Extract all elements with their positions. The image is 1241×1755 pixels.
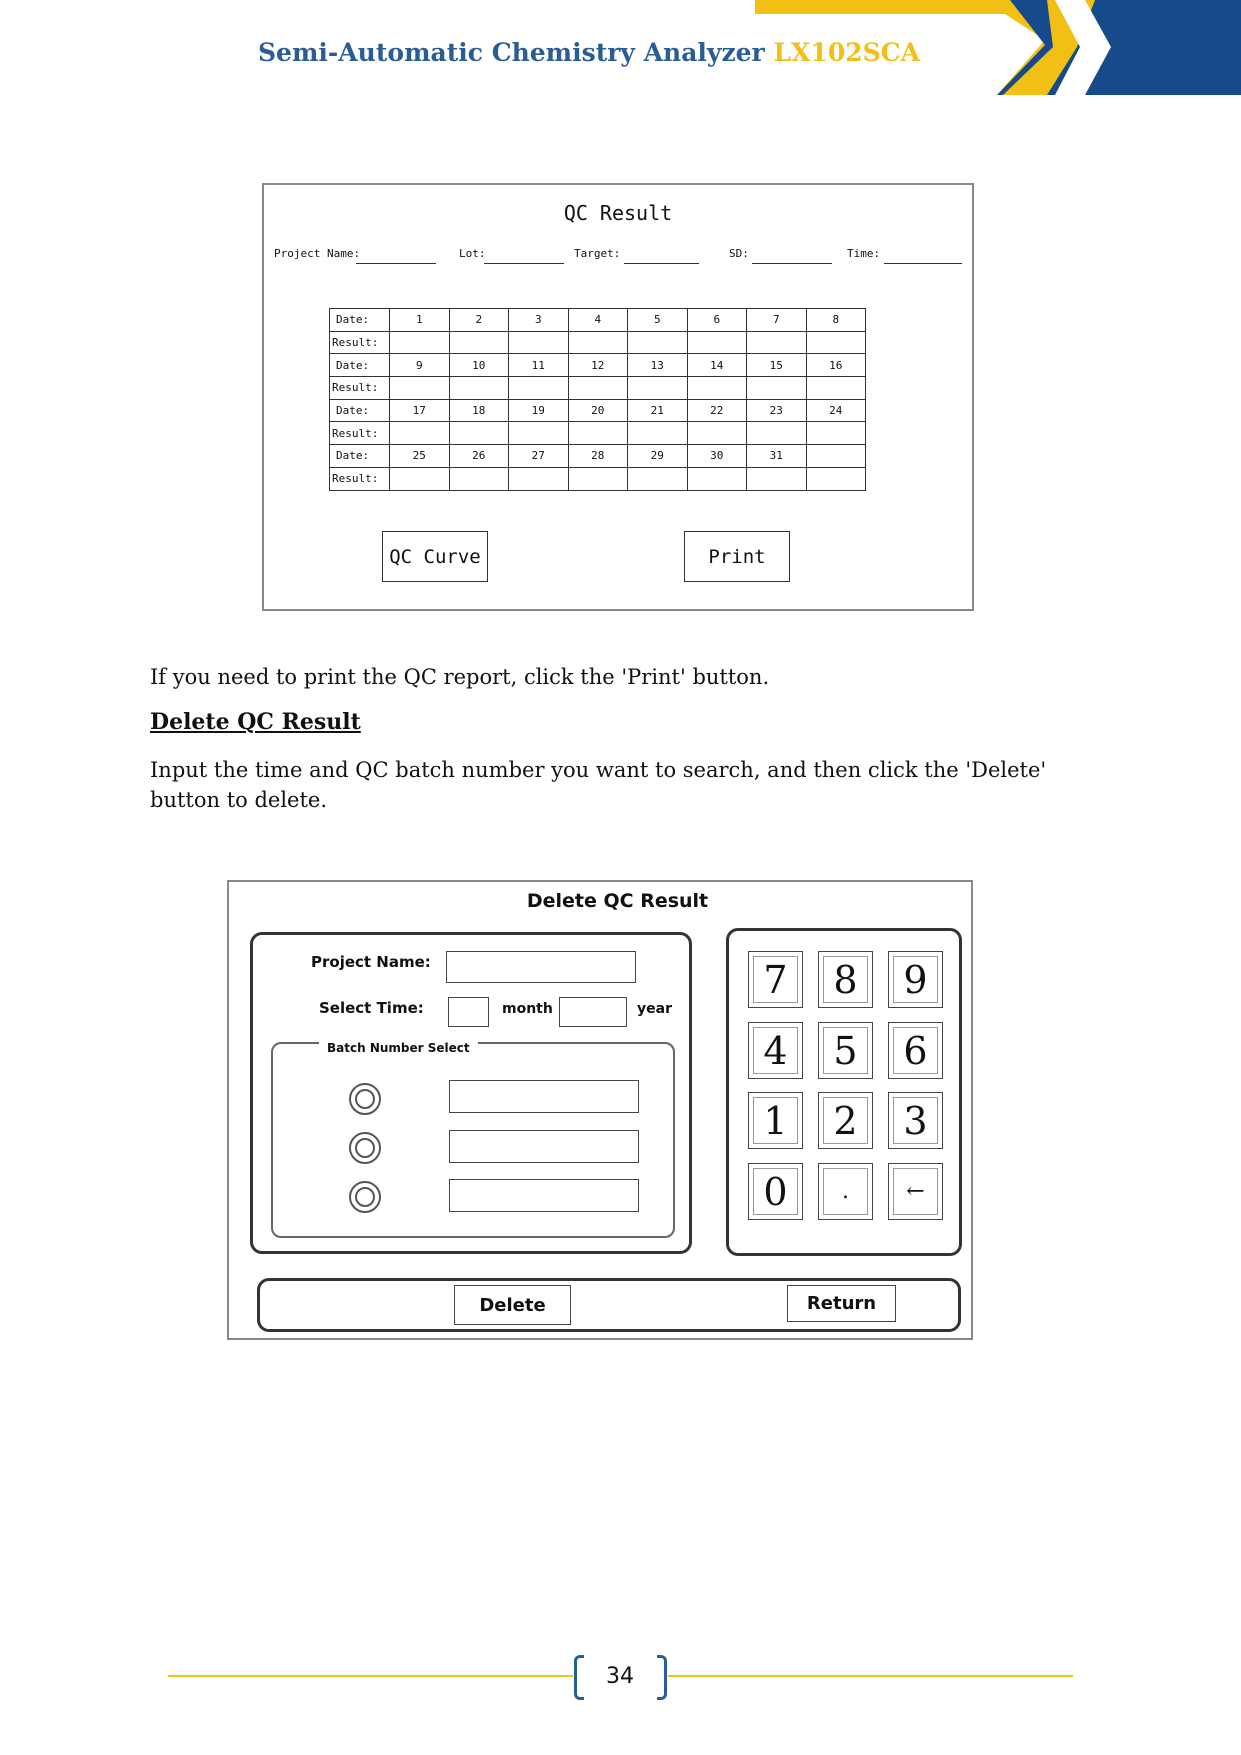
result-cell bbox=[687, 331, 747, 354]
result-cell bbox=[628, 377, 688, 400]
date-cell: 31 bbox=[747, 445, 807, 468]
result-cell bbox=[687, 467, 747, 490]
project-name-input[interactable] bbox=[446, 951, 636, 983]
date-row-label: Date: bbox=[330, 399, 390, 422]
target-line[interactable] bbox=[624, 263, 699, 264]
result-cell bbox=[568, 422, 628, 445]
project-name-line[interactable] bbox=[356, 263, 436, 264]
date-cell: 4 bbox=[568, 309, 628, 332]
qc-result-title: QC Result bbox=[563, 201, 673, 225]
print-button[interactable]: Print bbox=[684, 531, 790, 582]
lot-line[interactable] bbox=[484, 263, 564, 264]
key-9[interactable]: 9 bbox=[888, 951, 943, 1008]
date-cell: 5 bbox=[628, 309, 688, 332]
date-row-label: Date: bbox=[330, 354, 390, 377]
date-cell: 22 bbox=[687, 399, 747, 422]
key-8[interactable]: 8 bbox=[818, 951, 873, 1008]
date-cell: 30 bbox=[687, 445, 747, 468]
project-name-label: Project Name: bbox=[311, 953, 431, 971]
date-row bbox=[330, 399, 866, 422]
delete-instruction: Input the time and QC batch number you want to search, and then click the 'Delete' button to delete. bbox=[150, 758, 1047, 812]
result-cell bbox=[628, 422, 688, 445]
qc-curve-button[interactable]: QC Curve bbox=[382, 531, 488, 582]
date-cell: 2 bbox=[449, 309, 509, 332]
result-cell bbox=[747, 331, 807, 354]
batch-input-2[interactable] bbox=[449, 1130, 639, 1163]
key-5[interactable]: 5 bbox=[818, 1022, 873, 1079]
date-cell: 13 bbox=[628, 354, 688, 377]
result-cell bbox=[747, 467, 807, 490]
result-cell bbox=[509, 331, 569, 354]
result-cell bbox=[449, 331, 509, 354]
delete-qc-screen bbox=[227, 880, 973, 1340]
date-cell: 24 bbox=[806, 399, 866, 422]
project-name-label: Project Name: bbox=[274, 247, 361, 260]
date-row bbox=[330, 354, 866, 377]
date-cell: 23 bbox=[747, 399, 807, 422]
date-cell: 29 bbox=[628, 445, 688, 468]
result-row bbox=[330, 422, 866, 445]
year-input[interactable] bbox=[559, 997, 627, 1027]
result-cell bbox=[806, 467, 866, 490]
qc-result-screen bbox=[262, 183, 974, 611]
result-cell bbox=[806, 422, 866, 445]
header-model: LX102SCA bbox=[773, 38, 920, 67]
key-6[interactable]: 6 bbox=[888, 1022, 943, 1079]
result-cell bbox=[568, 467, 628, 490]
target-label: Target: bbox=[574, 247, 621, 260]
result-cell bbox=[568, 331, 628, 354]
date-cell: 28 bbox=[568, 445, 628, 468]
delete-button[interactable]: Delete bbox=[454, 1285, 571, 1325]
key-0[interactable]: 0 bbox=[748, 1163, 803, 1220]
delete-qc-title: Delete QC Result bbox=[526, 890, 709, 912]
date-cell: 26 bbox=[449, 445, 509, 468]
year-label: year bbox=[637, 1001, 672, 1017]
key-3[interactable]: 3 bbox=[888, 1092, 943, 1149]
select-time-label: Select Time: bbox=[319, 999, 424, 1017]
print-instruction: If you need to print the QC report, click the 'Print' button. bbox=[150, 665, 770, 689]
footer-line-left bbox=[168, 1675, 573, 1677]
date-cell: 21 bbox=[628, 399, 688, 422]
result-cell bbox=[747, 422, 807, 445]
result-cell bbox=[509, 467, 569, 490]
key-1[interactable]: 1 bbox=[748, 1092, 803, 1149]
date-row-label: Date: bbox=[330, 445, 390, 468]
result-cell bbox=[390, 422, 450, 445]
qc-result-table bbox=[329, 308, 866, 491]
key-7[interactable]: 7 bbox=[748, 951, 803, 1008]
result-cell bbox=[628, 467, 688, 490]
batch-radio-2[interactable] bbox=[349, 1132, 381, 1164]
result-cell bbox=[509, 377, 569, 400]
time-line[interactable] bbox=[884, 263, 962, 264]
date-row-label: Date: bbox=[330, 309, 390, 332]
result-cell bbox=[747, 377, 807, 400]
header-title-text: Semi-Automatic Chemistry Analyzer bbox=[258, 38, 765, 67]
date-row bbox=[330, 309, 866, 332]
date-cell: 14 bbox=[687, 354, 747, 377]
batch-radio-1[interactable] bbox=[349, 1083, 381, 1115]
date-cell: 19 bbox=[509, 399, 569, 422]
result-row-label: Result: bbox=[330, 422, 390, 445]
result-row bbox=[330, 377, 866, 400]
date-cell: 27 bbox=[509, 445, 569, 468]
batch-radio-3[interactable] bbox=[349, 1181, 381, 1213]
result-cell bbox=[687, 422, 747, 445]
date-cell: 9 bbox=[390, 354, 450, 377]
date-cell bbox=[806, 445, 866, 468]
search-panel bbox=[250, 932, 692, 1254]
date-cell: 7 bbox=[747, 309, 807, 332]
date-cell: 20 bbox=[568, 399, 628, 422]
sd-label: SD: bbox=[729, 247, 749, 260]
result-cell bbox=[806, 377, 866, 400]
delete-qc-heading: Delete QC Result bbox=[150, 709, 361, 735]
result-row-label: Result: bbox=[330, 467, 390, 490]
result-cell bbox=[449, 467, 509, 490]
action-bar bbox=[257, 1278, 961, 1332]
page-number: 34 bbox=[606, 1664, 634, 1689]
time-label: Time: bbox=[847, 247, 881, 260]
date-cell: 8 bbox=[806, 309, 866, 332]
key-2[interactable]: 2 bbox=[818, 1092, 873, 1149]
key-4[interactable]: 4 bbox=[748, 1022, 803, 1079]
result-cell bbox=[628, 331, 688, 354]
batch-number-legend: Batch Number Select bbox=[319, 1041, 478, 1055]
backspace-key[interactable]: ← bbox=[888, 1163, 943, 1220]
sd-line[interactable] bbox=[752, 263, 832, 264]
date-cell: 3 bbox=[509, 309, 569, 332]
date-cell: 18 bbox=[449, 399, 509, 422]
result-cell bbox=[390, 331, 450, 354]
result-cell bbox=[509, 422, 569, 445]
date-cell: 17 bbox=[390, 399, 450, 422]
result-cell bbox=[449, 422, 509, 445]
date-row bbox=[330, 445, 866, 468]
month-label: month bbox=[502, 1001, 553, 1017]
result-cell bbox=[687, 377, 747, 400]
key-decimal[interactable]: . bbox=[818, 1163, 873, 1220]
date-cell: 15 bbox=[747, 354, 807, 377]
result-row-label: Result: bbox=[330, 331, 390, 354]
month-input[interactable] bbox=[448, 997, 489, 1027]
date-cell: 10 bbox=[449, 354, 509, 377]
footer-line-right bbox=[668, 1675, 1073, 1677]
result-cell bbox=[806, 331, 866, 354]
date-cell: 1 bbox=[390, 309, 450, 332]
batch-input-3[interactable] bbox=[449, 1179, 639, 1212]
result-row bbox=[330, 467, 866, 490]
header-decoration bbox=[755, 0, 1241, 95]
numeric-keypad bbox=[726, 928, 962, 1256]
result-row-label: Result: bbox=[330, 377, 390, 400]
return-button[interactable]: Return bbox=[787, 1285, 896, 1322]
date-cell: 11 bbox=[509, 354, 569, 377]
date-cell: 16 bbox=[806, 354, 866, 377]
result-row bbox=[330, 331, 866, 354]
date-cell: 25 bbox=[390, 445, 450, 468]
lot-label: Lot: bbox=[459, 247, 486, 260]
batch-input-1[interactable] bbox=[449, 1080, 639, 1113]
date-cell: 12 bbox=[568, 354, 628, 377]
result-cell bbox=[449, 377, 509, 400]
result-cell bbox=[390, 467, 450, 490]
date-cell: 6 bbox=[687, 309, 747, 332]
result-cell bbox=[390, 377, 450, 400]
result-cell bbox=[568, 377, 628, 400]
